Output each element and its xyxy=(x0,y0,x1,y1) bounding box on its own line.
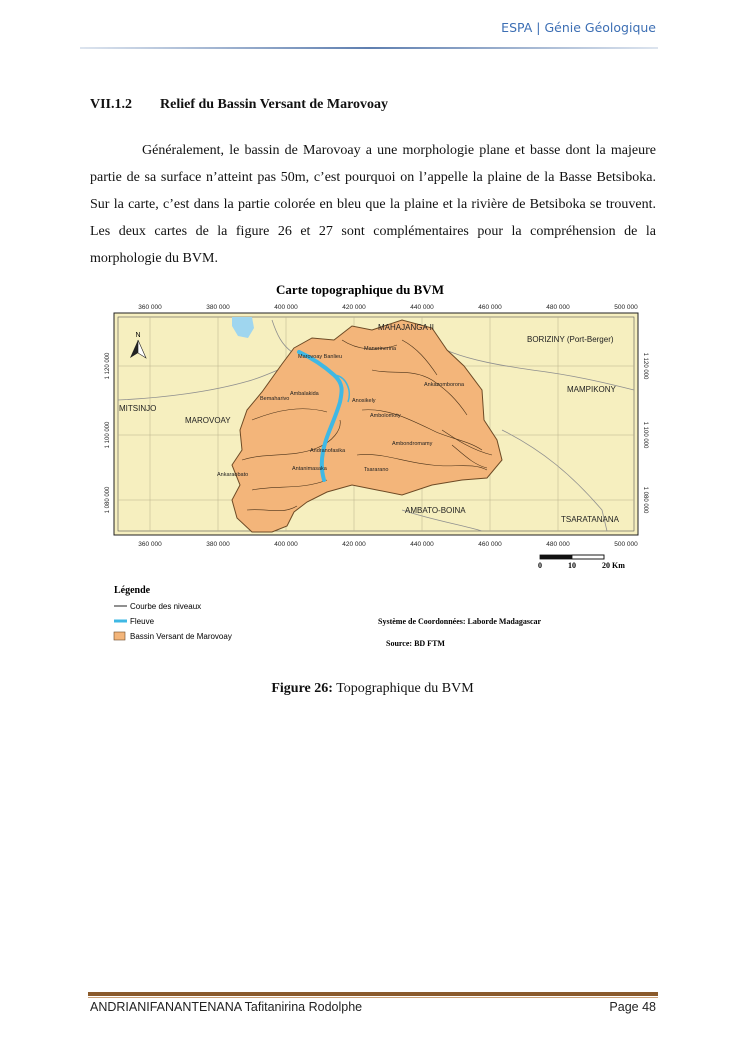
footer-rule xyxy=(88,992,658,996)
top-tick-label: 460 000 xyxy=(478,304,502,311)
top-tick-label: 500 000 xyxy=(614,304,638,311)
right-tick-label: 1 120 000 xyxy=(642,352,648,380)
place-label: Andranofasika xyxy=(310,448,346,454)
header-text: ESPA | Génie Géologique xyxy=(501,20,656,35)
legend-basin-swatch xyxy=(114,632,125,640)
map-title: Carte topographique du BVM xyxy=(276,282,444,297)
left-tick-label: 1 080 000 xyxy=(105,486,111,514)
place-label: Ankazomborona xyxy=(424,382,465,388)
top-tick-label: 480 000 xyxy=(546,304,570,311)
bottom-tick-label: 500 000 xyxy=(614,541,638,548)
topographic-map xyxy=(102,280,648,660)
top-tick-label: 420 000 xyxy=(342,304,366,311)
caption-label: Figure 26: xyxy=(271,681,333,696)
left-tick-labels xyxy=(105,352,111,513)
map-legend xyxy=(114,585,232,641)
bottom-tick-label: 440 000 xyxy=(410,541,434,548)
legend-item-river: Fleuve xyxy=(130,617,155,626)
legend-title: Légende xyxy=(114,585,151,596)
place-label: Ambalakida xyxy=(290,391,319,397)
header-rule xyxy=(80,47,658,49)
footer-author: ANDRIANIFANANTENANA Tafitanirina Rodolphe xyxy=(90,1000,363,1014)
place-label: Anosikely xyxy=(352,398,376,404)
legend-item-contour: Courbe des niveaux xyxy=(130,602,202,611)
bottom-tick-label: 460 000 xyxy=(478,541,502,548)
bottom-tick-labels xyxy=(138,541,638,548)
place-label: Bemaharivo xyxy=(260,396,290,402)
map-source: Source: BD FTM xyxy=(386,639,445,648)
right-tick-labels xyxy=(642,353,648,514)
figure-caption xyxy=(0,681,745,697)
right-tick-label: 1 080 000 xyxy=(642,486,648,514)
right-tick-label: 1 100 000 xyxy=(642,421,648,449)
left-tick-label: 1 100 000 xyxy=(105,421,111,449)
place-label: Marovoay Banlieu xyxy=(298,354,343,360)
page-header xyxy=(0,0,745,60)
region-label: MAROVOAY xyxy=(185,416,231,425)
place-label: Antanimasaka xyxy=(292,466,327,472)
place-label: Ambondromamy xyxy=(392,441,433,447)
left-tick-label: 1 120 000 xyxy=(105,352,111,380)
region-label: MAHAJANGA II xyxy=(378,323,435,332)
paragraph-text: Généralement, le bassin de Marovoay a une morphologie plane et basse dont la majeure partie de sa surface n’atteint pas 50m, c’est pourquoi on l’appelle la plaine de la Basse Betsiboka. Sur la carte, c’est dans la partie colorée en bleu que la plaine et la rivière de Betsiboka se trouvent. Les deux cartes de la figure 26 et 27 sont complémentaires pour la compréhension de la morphologie du BVM. xyxy=(90,143,656,266)
top-tick-labels xyxy=(138,304,638,311)
region-label: TSARATANANA xyxy=(561,515,619,524)
bottom-tick-label: 380 000 xyxy=(206,541,230,548)
place-label: Manerinerina xyxy=(364,346,397,352)
section-heading xyxy=(90,97,388,113)
footer-rule-thin xyxy=(88,997,658,998)
place-label: Tsararano xyxy=(364,467,389,473)
bottom-tick-label: 420 000 xyxy=(342,541,366,548)
region-label: MAMPIKONY xyxy=(567,385,616,394)
scale-end: 20 Km xyxy=(602,561,625,570)
place-label: Ankaraobato xyxy=(217,472,249,478)
bottom-tick-label: 400 000 xyxy=(274,541,298,548)
region-label: BORIZINY (Port-Berger) xyxy=(527,335,614,344)
svg-text:N: N xyxy=(135,332,141,339)
footer-page-number: Page 48 xyxy=(609,1000,656,1014)
scale-zero: 0 xyxy=(538,561,542,570)
body-paragraph xyxy=(90,137,656,272)
top-tick-label: 380 000 xyxy=(206,304,230,311)
legend-item-basin: Bassin Versant de Marovoay xyxy=(130,632,232,641)
bottom-tick-label: 480 000 xyxy=(546,541,570,548)
top-tick-label: 400 000 xyxy=(274,304,298,311)
caption-text: Topographique du BVM xyxy=(336,681,474,696)
scale-mid: 10 xyxy=(568,561,576,570)
place-label: Ambolomoty xyxy=(370,413,401,419)
top-tick-label: 360 000 xyxy=(138,304,162,311)
region-label: AMBATO-BOINA xyxy=(405,506,466,515)
region-label: MITSINJO xyxy=(119,404,157,413)
section-number: VII.1.2 xyxy=(90,97,133,112)
coordinate-system: Système de Coordonnées: Laborde Madagascar xyxy=(378,617,542,626)
bottom-tick-label: 360 000 xyxy=(138,541,162,548)
map-svg xyxy=(102,280,648,660)
scale-bar xyxy=(538,555,625,570)
top-tick-label: 440 000 xyxy=(410,304,434,311)
section-title: Relief du Bassin Versant de Marovoay xyxy=(160,97,389,112)
